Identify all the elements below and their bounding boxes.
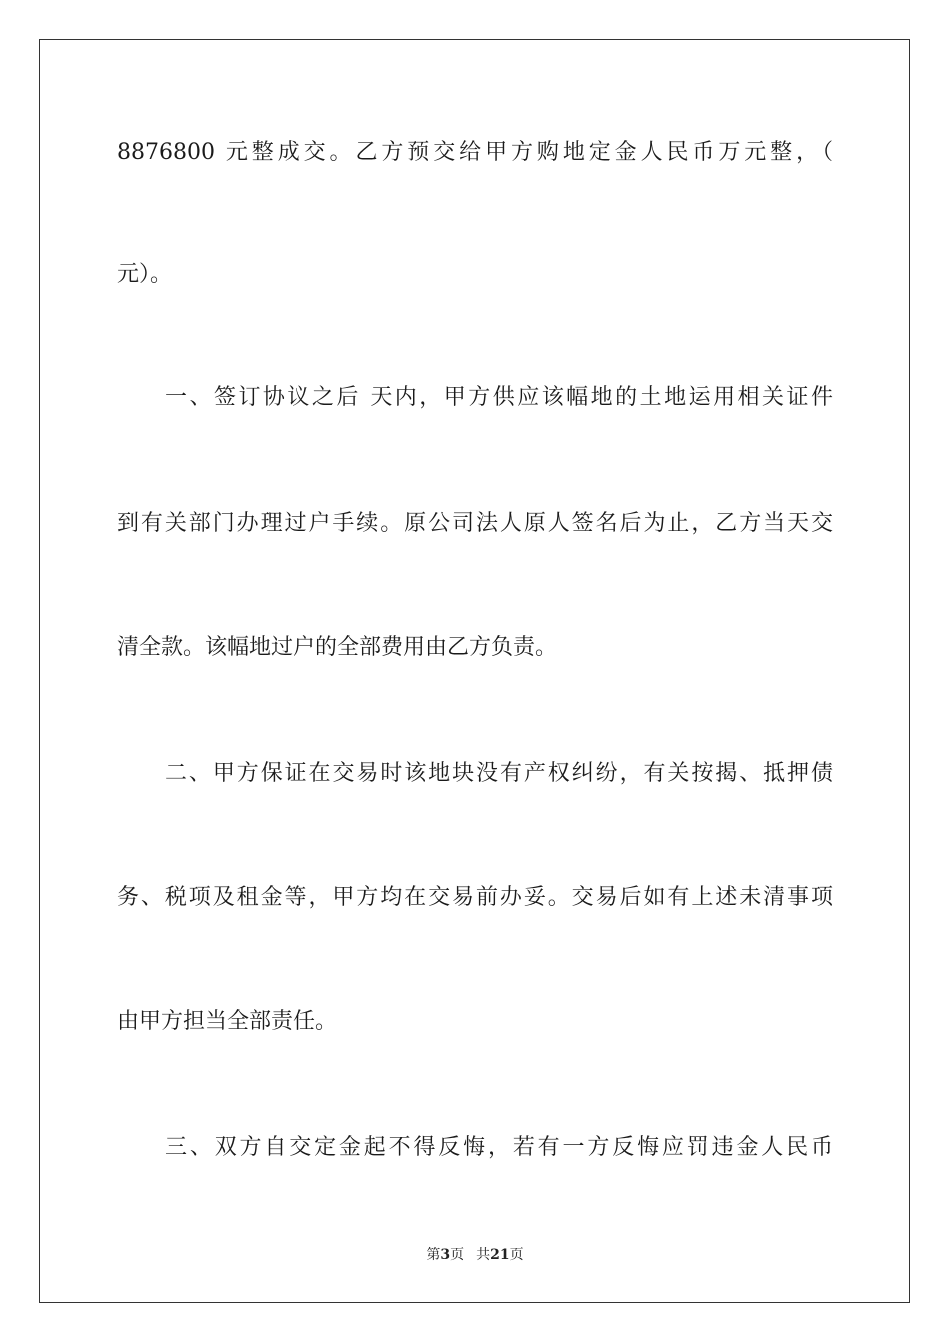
total-suffix: 页 <box>509 1247 524 1263</box>
page-border <box>39 39 910 1303</box>
page-footer <box>0 1246 950 1264</box>
clause-2-line-2: 务、税项及租金等，甲方均在交易前办妥。交易后如有上述未清事项 <box>117 885 833 910</box>
body-line-2: 元）。 <box>117 262 173 287</box>
clause-2-line-3: 由甲方担当全部责任。 <box>117 1009 338 1034</box>
total-prefix: 共 <box>476 1247 491 1263</box>
page-suffix: 页 <box>450 1247 465 1263</box>
clause-2-line-1: 二、甲方保证在交易时该地块没有产权纠纷，有关按揭、抵押债 <box>165 761 833 786</box>
clause-1-line-2: 到有关部门办理过户手续。原公司法人原人签名后为止，乙方当天交 <box>117 511 833 536</box>
clause-1-line-1: 一、签订协议之后 天内，甲方供应该幅地的土地运用相关证件 <box>165 385 833 410</box>
clause-1-line-3: 清全款。该幅地过户的全部费用由乙方负责。 <box>117 635 558 660</box>
page-prefix: 第 <box>426 1247 441 1263</box>
page-current: 3 <box>440 1247 451 1263</box>
clause-3-line-1: 三、双方自交定金起不得反悔，若有一方反悔应罚违金人民币 <box>165 1135 833 1160</box>
page-total: 21 <box>490 1247 510 1263</box>
body-line-1: 8876800 元整成交。乙方预交给甲方购地定金人民币万元整，（ <box>117 140 833 165</box>
